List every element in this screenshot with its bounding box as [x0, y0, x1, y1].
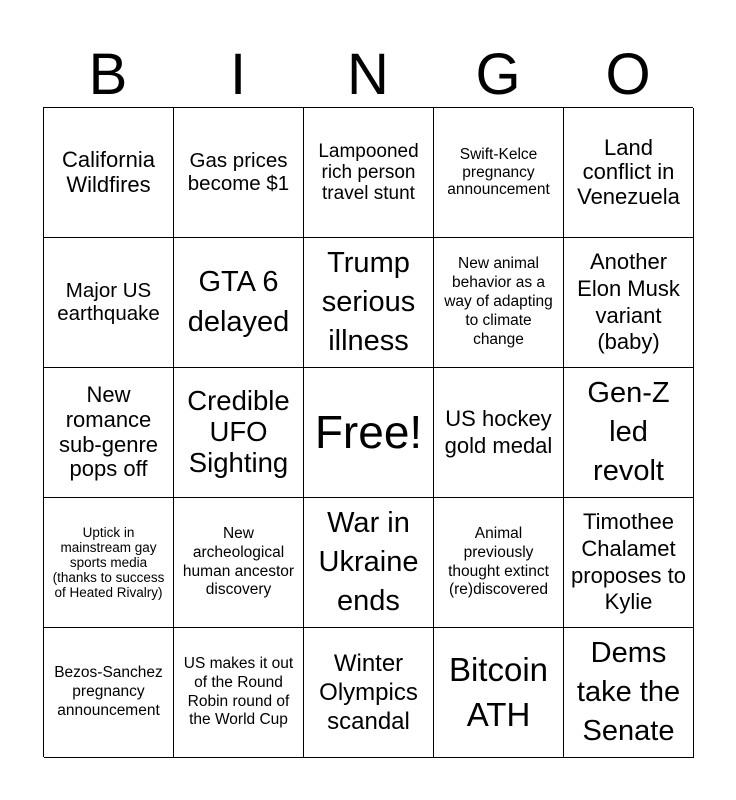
- bingo-cell[interactable]: California Wildfires: [44, 108, 174, 238]
- bingo-cell[interactable]: War in Ukraine ends: [304, 498, 434, 628]
- header-letter-b: B: [88, 42, 128, 107]
- bingo-cell[interactable]: Trump serious illness: [304, 238, 434, 368]
- bingo-cell[interactable]: Major US earthquake: [44, 238, 174, 368]
- bingo-cell[interactable]: Dems take the Senate: [564, 628, 694, 758]
- bingo-cell[interactable]: Uptick in mainstream gay sports media (thanks to success of Heated Rivalry): [44, 498, 174, 628]
- bingo-cell[interactable]: Credible UFO Sighting: [174, 368, 304, 498]
- header-letter-n: N: [347, 42, 389, 107]
- bingo-cell[interactable]: Timothee Chalamet proposes to Kylie: [564, 498, 694, 628]
- bingo-cell[interactable]: Bezos-Sanchez pregnancy announcement: [44, 628, 174, 758]
- bingo-cell[interactable]: Animal previously thought extinct (re)discovered: [434, 498, 564, 628]
- bingo-cell[interactable]: Swift-Kelce pregnancy announcement: [434, 108, 564, 238]
- bingo-cell[interactable]: Bitcoin ATH: [434, 628, 564, 758]
- free-space-cell[interactable]: Free!: [304, 368, 434, 498]
- bingo-header: [43, 42, 693, 108]
- bingo-cell[interactable]: New romance sub-genre pops off: [44, 368, 174, 498]
- bingo-cell[interactable]: Land conflict in Venezuela: [564, 108, 694, 238]
- bingo-cell[interactable]: Winter Olympics scandal: [304, 628, 434, 758]
- header-letter-g: G: [475, 42, 521, 107]
- bingo-cell[interactable]: US makes it out of the Round Robin round of the World Cup: [174, 628, 304, 758]
- header-letter-o: O: [605, 42, 651, 107]
- bingo-cell[interactable]: New animal behavior as a way of adapting to climate change: [434, 238, 564, 368]
- bingo-cell[interactable]: Gas prices become $1: [174, 108, 304, 238]
- bingo-cell[interactable]: Gen-Z led revolt: [564, 368, 694, 498]
- bingo-cell[interactable]: Lampooned rich person travel stunt: [304, 108, 434, 238]
- bingo-cell[interactable]: Another Elon Musk variant (baby): [564, 238, 694, 368]
- bingo-cell[interactable]: New archeological human ancestor discovery: [174, 498, 304, 628]
- header-letter-i: I: [229, 42, 247, 107]
- bingo-cell[interactable]: US hockey gold medal: [434, 368, 564, 498]
- bingo-cell[interactable]: GTA 6 delayed: [174, 238, 304, 368]
- bingo-board: [43, 107, 693, 757]
